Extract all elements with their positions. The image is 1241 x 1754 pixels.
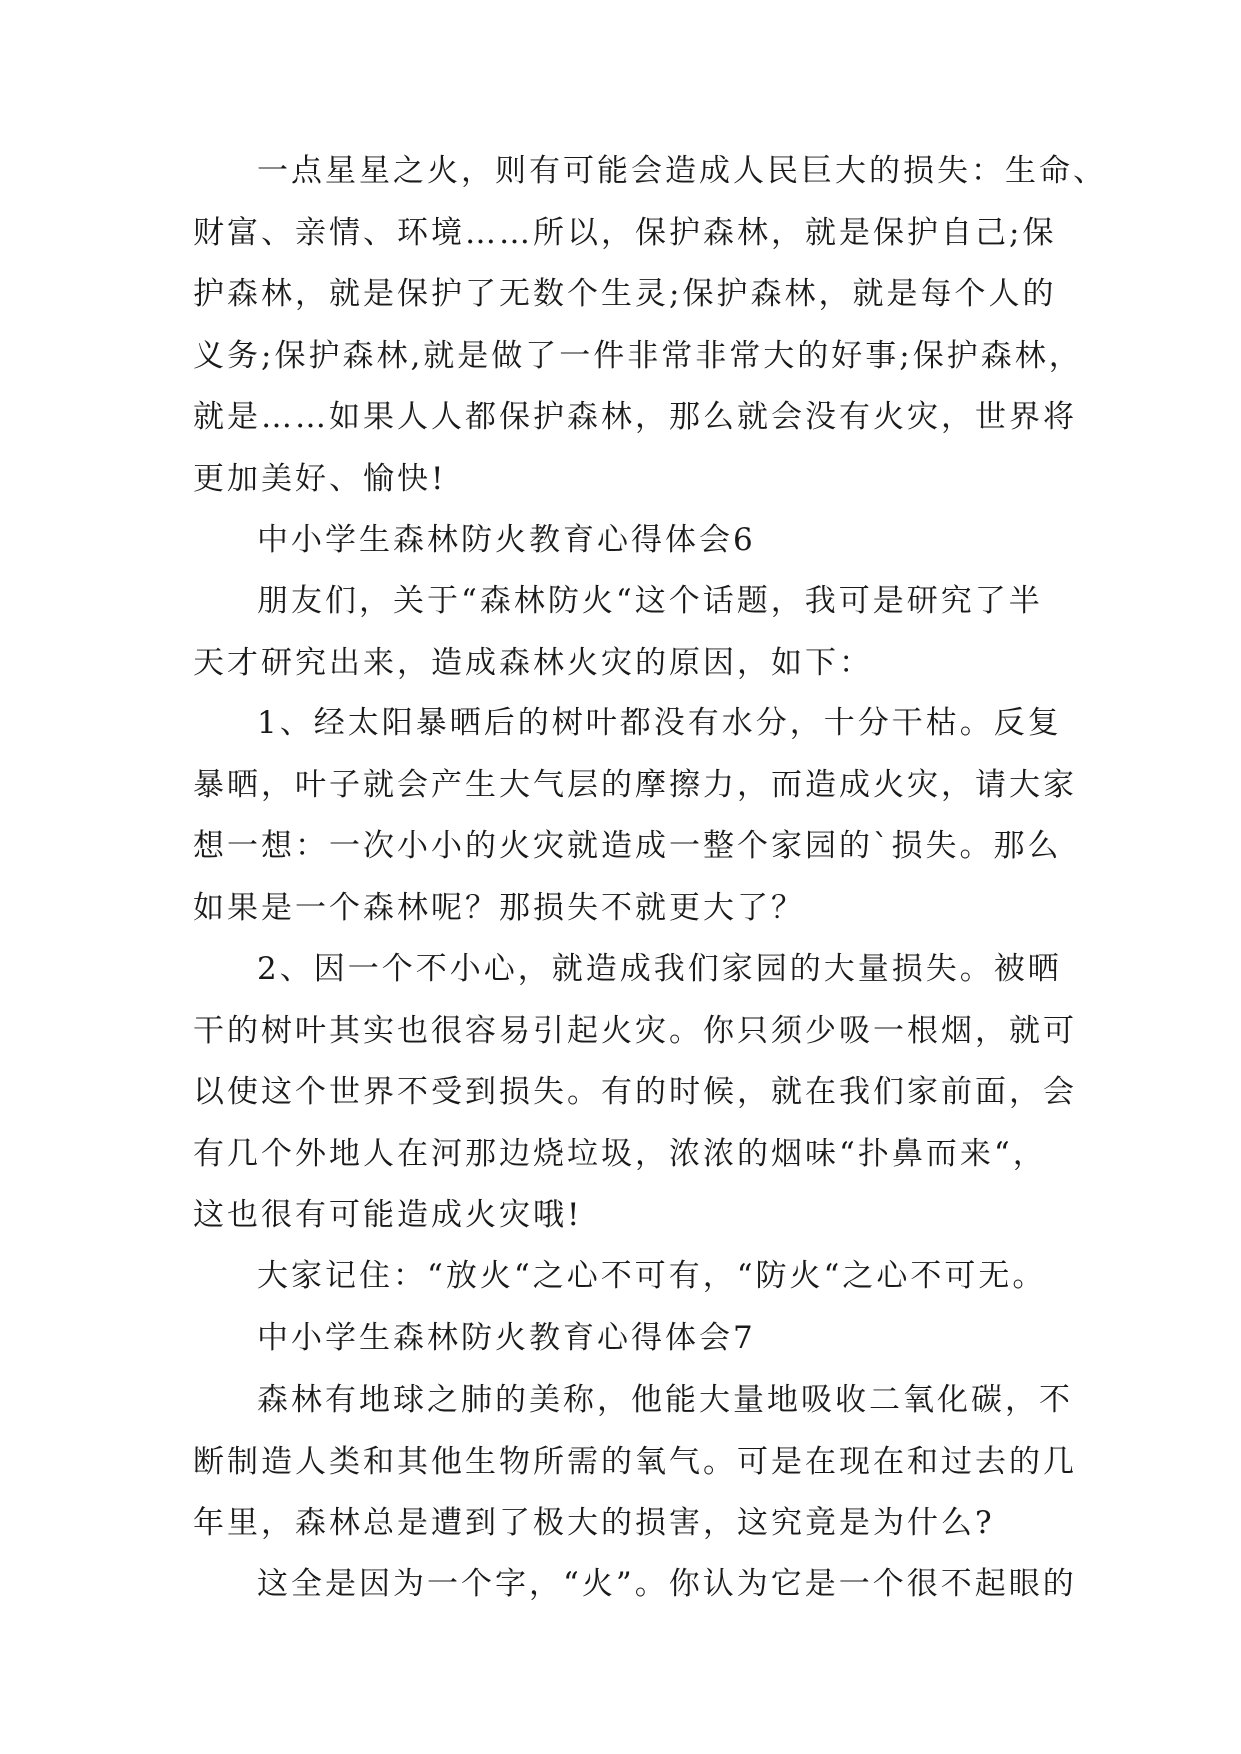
text-line: 干的树叶其实也很容易引起火灾。你只须少吸一根烟，就可 [193, 1012, 1077, 1049]
text-line: 就是……如果人人都保护森林，那么就会没有火灾，世界将 [193, 399, 1077, 435]
text-line: 森林有地球之肺的美称，他能大量地吸收二氧化碳，不 [257, 1382, 1073, 1418]
text-line: 义务;保护森林,就是做了一件非常非常大的好事;保护森林， [193, 337, 1083, 374]
text-line: 更加美好、愉快! [193, 460, 447, 497]
paragraph-fire-word [193, 1554, 1077, 1616]
text-line: 护森林，就是保护了无数个生灵;保护森林，就是每个人的 [193, 276, 1057, 312]
text-line: 2、因一个不小心，就造成我们家园的大量损失。被晒 [257, 951, 1062, 987]
text-line: 暴晒，叶子就会产生大气层的摩擦力，而造成火灾，请大家 [193, 766, 1077, 803]
section-heading-7 [193, 1308, 1053, 1370]
paragraph-fire-loss [193, 141, 1107, 510]
heading-text: 中小学生森林防火教育心得体会6 [257, 522, 756, 558]
section-heading-6 [193, 510, 1053, 572]
text-line: 朋友们，关于“森林防火“这个话题，我可是研究了半 [257, 583, 1043, 619]
text-line: 想一想：一次小小的火灾就造成一整个家园的`损失。那么 [193, 828, 1062, 864]
heading-text: 中小学生森林防火教育心得体会7 [257, 1320, 756, 1356]
paragraph-reason-2 [193, 939, 1077, 1247]
text-line: 这全是因为一个字，“火”。你认为它是一个很不起眼的 [257, 1566, 1077, 1602]
text-line: 以使这个世界不受到损失。有的时候，就在我们家前面，会 [193, 1074, 1077, 1110]
text-line: 年里，森林总是遭到了极大的损害，这究竟是为什么? [193, 1505, 995, 1541]
text-line: 一点星星之火，则有可能会造成人民巨大的损失：生命、 [257, 153, 1107, 189]
text-line: 大家记住：“放火“之心不可有，“防火“之心不可无。 [257, 1258, 1047, 1294]
text-line: 断制造人类和其他生物所需的氧气。可是在现在和过去的几 [193, 1443, 1077, 1480]
paragraph-intro [193, 571, 1053, 694]
paragraph-forest-lung [193, 1370, 1077, 1555]
paragraph-remember [193, 1246, 1053, 1308]
text-line: 财富、亲情、环境……所以，保护森林，就是保护自己;保 [193, 214, 1057, 251]
text-line: 这也很有可能造成火灾哦! [193, 1197, 583, 1233]
text-line: 1、经太阳暴晒后的树叶都没有水分，十分干枯。反复 [257, 705, 1062, 741]
paragraph-reason-1 [193, 693, 1077, 939]
text-line: 如果是一个森林呢？那损失不就更大了？ [193, 889, 805, 926]
text-line: 天才研究出来，造成森林火灾的原因，如下： [193, 644, 873, 681]
text-line: 有几个外地人在河那边烧垃圾，浓浓的烟味“扑鼻而来“， [193, 1135, 1047, 1172]
